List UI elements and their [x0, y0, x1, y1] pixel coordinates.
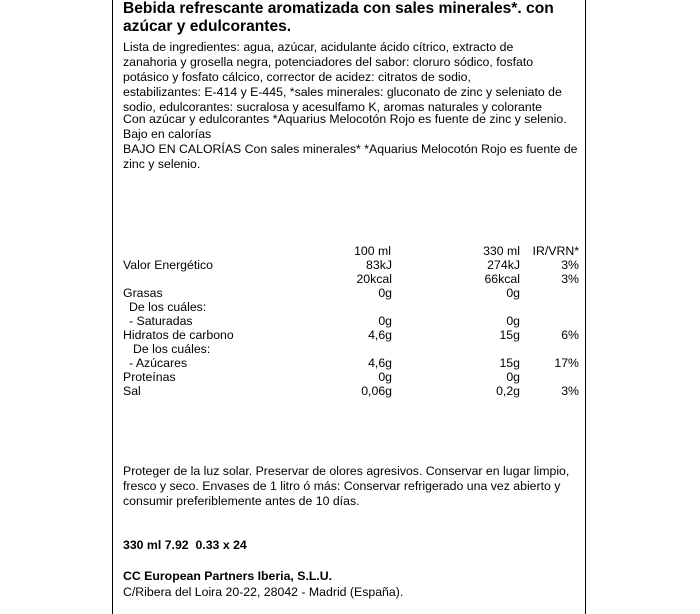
value-100ml: 0g	[378, 314, 392, 328]
pack-info: 330 ml 7.92 0.33 x 24	[123, 538, 247, 552]
product-title: Bebida refrescante aromatizada con sales minerales*. con azúcar y edulcorantes.	[123, 0, 554, 35]
ingredients-text	[123, 40, 578, 115]
nutrient-name: Sal	[123, 384, 141, 398]
nutrient-name: Proteínas	[123, 370, 176, 384]
nutrition-row	[123, 342, 581, 356]
ingredients-line: Lista de ingredientes: agua, azúcar, acidulante ácido cítrico, extracto de	[123, 40, 514, 54]
value-330ml: 274kJ	[487, 258, 520, 272]
nutrient-name: - Azúcares	[129, 356, 188, 370]
nutrition-row	[123, 272, 581, 286]
value-330ml: 15g	[499, 356, 520, 370]
value-330ml: 0g	[506, 370, 520, 384]
nutrition-row	[123, 300, 581, 314]
value-ir: 6%	[561, 328, 579, 342]
nutrition-table	[123, 244, 581, 398]
value-100ml: 4,6g	[368, 328, 392, 342]
ingredients-line: potásico y fosfato cálcico, corrector de acidez: citratos de sodio,	[123, 70, 471, 84]
nutrition-header-row	[123, 244, 581, 258]
value-100ml: 83kJ	[366, 258, 392, 272]
claim-minerals-line: BAJO EN CALORÍAS Con sales minerales* *Aquarius Melocotón Rojo es fuente de	[123, 142, 578, 156]
product-label	[112, 0, 586, 614]
nutrition-row	[123, 370, 581, 384]
value-330ml: 15g	[499, 328, 520, 342]
nutrient-name: - Saturadas	[129, 314, 193, 328]
claim-sweeteners: Con azúcar y edulcorantes *Aquarius Melocotón Rojo es fuente de zinc y selenio.	[123, 112, 567, 126]
ingredients-line: zanahoria y grosella negra, potenciadores del sabor: cloruro sódico, fosfato	[123, 55, 534, 69]
header-ir-vrn: IR/VRN*	[532, 244, 579, 258]
value-330ml: 66kcal	[484, 272, 520, 286]
value-ir: 3%	[561, 272, 579, 286]
header-per-330ml: 330 ml	[483, 244, 520, 258]
storage-instructions	[123, 464, 583, 509]
header-per-100ml: 100 ml	[354, 244, 391, 258]
nutrient-name: De los cuáles:	[129, 300, 207, 314]
nutrient-name: De los cuáles:	[133, 342, 211, 356]
claim-minerals-line: zinc y selenio.	[123, 157, 201, 171]
value-100ml: 4,6g	[368, 356, 392, 370]
ingredients-line: estabilizantes: E-414 y E-445, *sales minerales: gluconato de zinc y seleniato de	[123, 85, 562, 99]
storage-line: consumir preferiblemente antes de 10 días.	[123, 494, 360, 508]
nutrition-row	[123, 328, 581, 342]
nutrient-name: Hidratos de carbono	[123, 328, 234, 342]
company-name: CC European Partners Iberia, S.L.U.	[123, 569, 333, 583]
nutrition-row	[123, 286, 581, 300]
value-100ml: 0g	[378, 370, 392, 384]
storage-line: fresco y seco. Envases de 1 litro ó más: Conservar refrigerado una vez abierto y	[123, 479, 561, 493]
ingredients-line: sodio, edulcorantes: sucralosa y acesulfamo K, aromas naturales y colorante	[123, 100, 542, 114]
value-ir: 3%	[561, 258, 579, 272]
value-330ml: 0g	[506, 314, 520, 328]
nutrient-name: Valor Energético	[123, 258, 213, 272]
value-100ml: 0g	[378, 286, 392, 300]
company-address: C/Ribera del Loira 20-22, 28042 - Madrid (España).	[123, 585, 404, 599]
value-100ml: 0,06g	[361, 384, 392, 398]
value-ir: 17%	[554, 356, 579, 370]
claim-minerals	[123, 142, 578, 172]
value-330ml: 0,2g	[496, 384, 520, 398]
nutrition-row	[123, 384, 581, 398]
value-330ml: 0g	[506, 286, 520, 300]
nutrition-row	[123, 314, 581, 328]
nutrient-name: Grasas	[123, 286, 163, 300]
claim-low-calories: Bajo en calorías	[123, 127, 212, 141]
value-100ml: 20kcal	[356, 272, 392, 286]
value-ir: 3%	[561, 384, 579, 398]
nutrition-row	[123, 356, 581, 370]
nutrition-row	[123, 258, 581, 272]
storage-line: Proteger de la luz solar. Preservar de olores agresivos. Conservar en lugar limpio,	[123, 464, 570, 478]
